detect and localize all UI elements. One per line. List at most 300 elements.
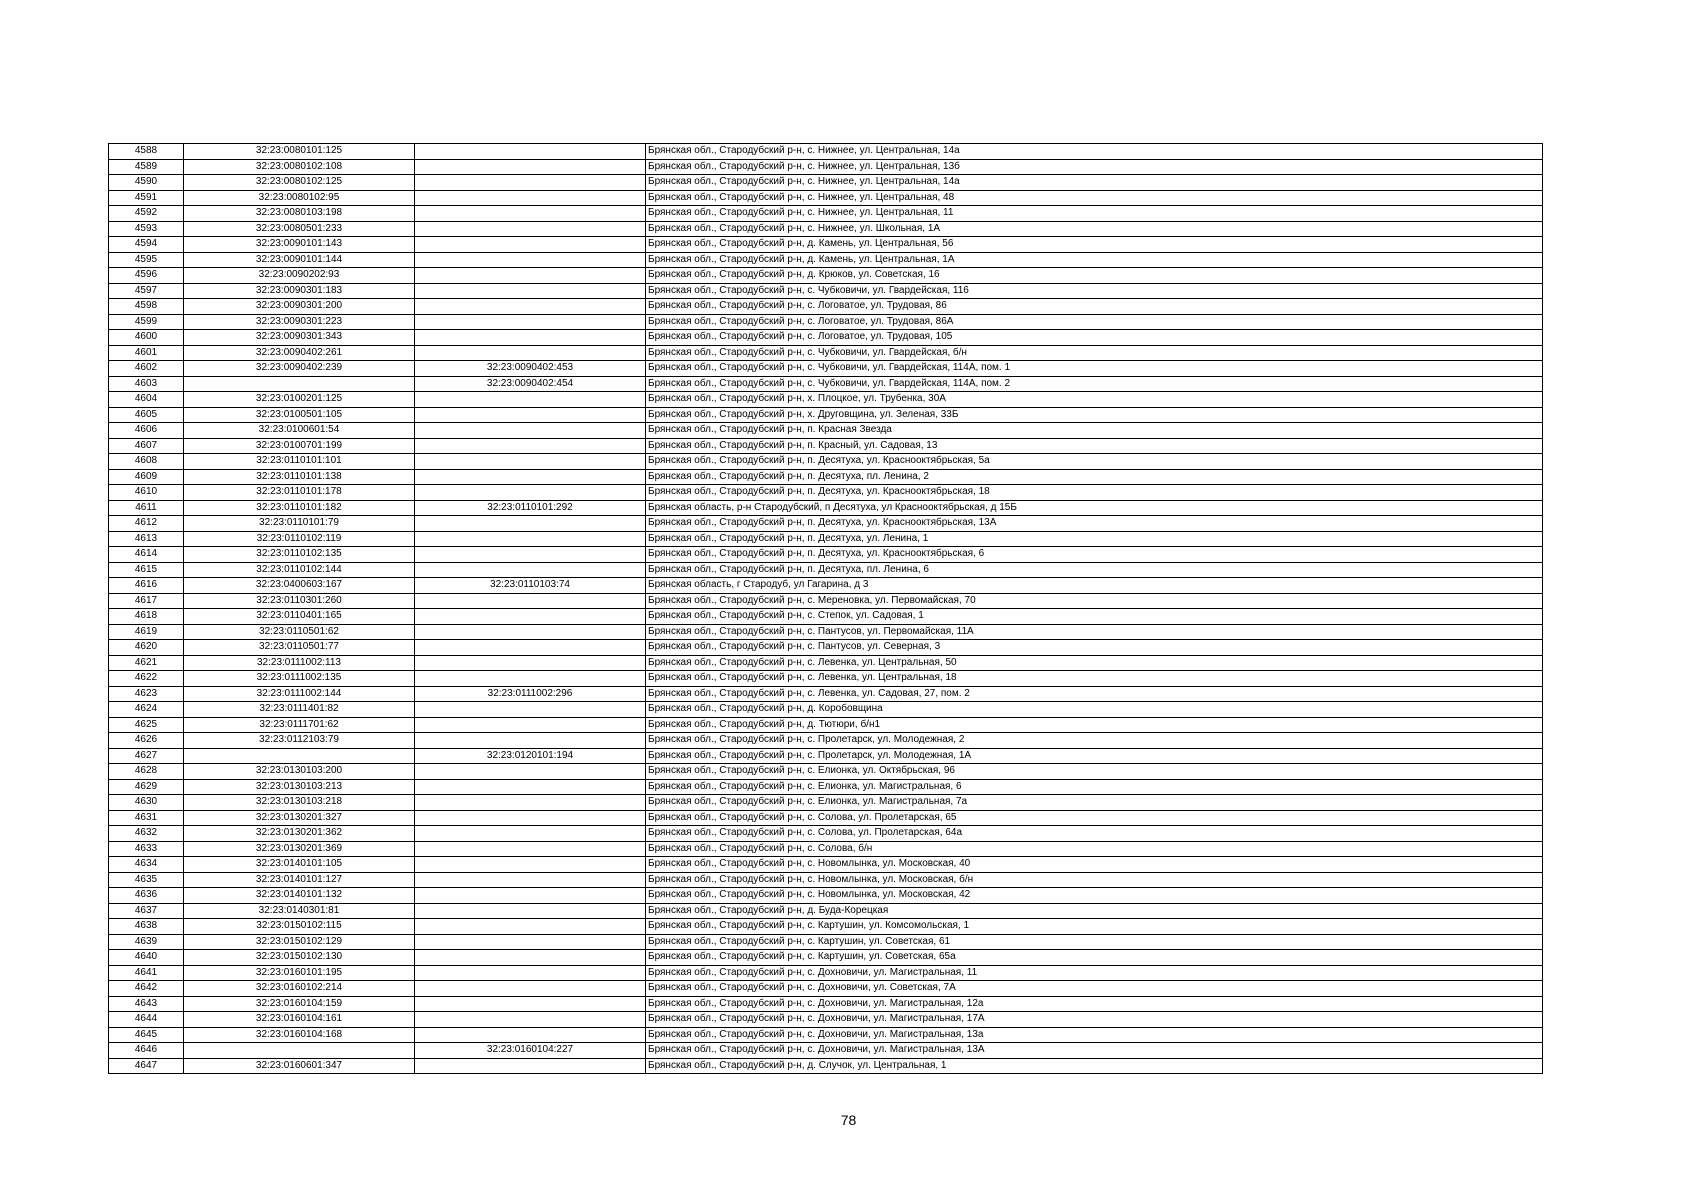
related-cadastral-number-cell	[415, 438, 646, 454]
cadastral-number-cell: 32:23:0110401:165	[184, 609, 415, 625]
table-row	[109, 175, 1543, 191]
cadastral-number-cell	[184, 376, 415, 392]
cadastral-number-cell	[184, 748, 415, 764]
cadastral-number-cell: 32:23:0140101:127	[184, 872, 415, 888]
address-cell: Брянская обл., Стародубский р-н, с. Солова, ул. Пролетарская, 65	[646, 810, 1543, 826]
row-number-cell: 4633	[109, 841, 184, 857]
row-number-cell: 4595	[109, 252, 184, 268]
table-row	[109, 686, 1543, 702]
address-cell: Брянская обл., Стародубский р-н, с. Степок, ул. Садовая, 1	[646, 609, 1543, 625]
related-cadastral-number-cell	[415, 299, 646, 315]
row-number-cell: 4601	[109, 345, 184, 361]
table-row	[109, 764, 1543, 780]
related-cadastral-number-cell	[415, 702, 646, 718]
related-cadastral-number-cell	[415, 252, 646, 268]
table-row	[109, 531, 1543, 547]
table-row	[109, 717, 1543, 733]
address-cell: Брянская обл., Стародубский р-н, с. Картушин, ул. Советская, 61	[646, 934, 1543, 950]
address-cell: Брянская обл., Стародубский р-н, с. Чубковичи, ул. Гвардейская, 114А, пом. 1	[646, 361, 1543, 377]
row-number-cell: 4603	[109, 376, 184, 392]
row-number-cell: 4647	[109, 1058, 184, 1074]
cadastral-number-cell: 32:23:0111701:62	[184, 717, 415, 733]
row-number-cell: 4614	[109, 547, 184, 563]
table-row	[109, 361, 1543, 377]
cadastral-number-cell: 32:23:0160104:161	[184, 1012, 415, 1028]
address-cell: Брянская обл., Стародубский р-н, с. Солова, ул. Пролетарская, 64а	[646, 826, 1543, 842]
address-cell: Брянская обл., Стародубский р-н, с. Дохновичи, ул. Магистральная, 13а	[646, 1027, 1543, 1043]
related-cadastral-number-cell	[415, 547, 646, 563]
related-cadastral-number-cell	[415, 407, 646, 423]
related-cadastral-number-cell	[415, 857, 646, 873]
table-row	[109, 1012, 1543, 1028]
table-row	[109, 981, 1543, 997]
address-cell: Брянская обл., Стародубский р-н, с. Картушин, ул. Комсомольская, 1	[646, 919, 1543, 935]
row-number-cell: 4596	[109, 268, 184, 284]
table-row	[109, 965, 1543, 981]
address-cell: Брянская обл., Стародубский р-н, с. Елионка, ул. Магистральная, 6	[646, 779, 1543, 795]
cadastral-number-cell: 32:23:0150102:130	[184, 950, 415, 966]
row-number-cell: 4602	[109, 361, 184, 377]
row-number-cell: 4591	[109, 190, 184, 206]
table-row	[109, 996, 1543, 1012]
related-cadastral-number-cell	[415, 283, 646, 299]
row-number-cell: 4644	[109, 1012, 184, 1028]
row-number-cell: 4637	[109, 903, 184, 919]
address-cell: Брянская обл., Стародубский р-н, с. Левенка, ул. Центральная, 50	[646, 655, 1543, 671]
related-cadastral-number-cell	[415, 981, 646, 997]
address-cell: Брянская обл., Стародубский р-н, с. Пролетарск, ул. Молодежная, 2	[646, 733, 1543, 749]
related-cadastral-number-cell: 32:23:0090402:453	[415, 361, 646, 377]
row-number-cell: 4611	[109, 500, 184, 516]
cadastral-number-cell: 32:23:0100201:125	[184, 392, 415, 408]
related-cadastral-number-cell	[415, 190, 646, 206]
row-number-cell: 4613	[109, 531, 184, 547]
address-cell: Брянская обл., Стародубский р-н, д. Камень, ул. Центральная, 56	[646, 237, 1543, 253]
address-cell: Брянская обл., Стародубский р-н, х. Плоцкое, ул. Трубенка, 30А	[646, 392, 1543, 408]
row-number-cell: 4620	[109, 640, 184, 656]
cadastral-number-cell: 32:23:0100701:199	[184, 438, 415, 454]
related-cadastral-number-cell	[415, 423, 646, 439]
related-cadastral-number-cell	[415, 1027, 646, 1043]
row-number-cell: 4606	[109, 423, 184, 439]
row-number-cell: 4619	[109, 624, 184, 640]
cadastral-number-cell: 32:23:0090101:144	[184, 252, 415, 268]
related-cadastral-number-cell	[415, 206, 646, 222]
row-number-cell: 4646	[109, 1043, 184, 1059]
related-cadastral-number-cell	[415, 1012, 646, 1028]
cadastral-number-cell: 32:23:0111002:144	[184, 686, 415, 702]
table-row	[109, 454, 1543, 470]
cadastral-number-cell	[184, 1043, 415, 1059]
table-row	[109, 640, 1543, 656]
address-cell: Брянская обл., Стародубский р-н, д. Случок, ул. Центральная, 1	[646, 1058, 1543, 1074]
row-number-cell: 4608	[109, 454, 184, 470]
address-cell: Брянская обл., Стародубский р-н, п. Десятуха, ул. Краснооктябрьская, 5а	[646, 454, 1543, 470]
related-cadastral-number-cell	[415, 903, 646, 919]
cadastral-number-cell: 32:23:0130103:200	[184, 764, 415, 780]
cadastral-number-cell: 32:23:0110501:77	[184, 640, 415, 656]
table-row	[109, 345, 1543, 361]
related-cadastral-number-cell	[415, 454, 646, 470]
table-row	[109, 733, 1543, 749]
related-cadastral-number-cell	[415, 888, 646, 904]
cadastral-number-cell: 32:23:0100501:105	[184, 407, 415, 423]
address-cell: Брянская обл., Стародубский р-н, с. Нижнее, ул. Центральная, 13б	[646, 159, 1543, 175]
table-row	[109, 950, 1543, 966]
table-row	[109, 547, 1543, 563]
row-number-cell: 4588	[109, 144, 184, 160]
table-row	[109, 810, 1543, 826]
related-cadastral-number-cell	[415, 965, 646, 981]
related-cadastral-number-cell	[415, 516, 646, 532]
address-cell: Брянская обл., Стародубский р-н, п. Красный, ул. Садовая, 13	[646, 438, 1543, 454]
row-number-cell: 4607	[109, 438, 184, 454]
related-cadastral-number-cell	[415, 175, 646, 191]
table-row	[109, 934, 1543, 950]
related-cadastral-number-cell: 32:23:0090402:454	[415, 376, 646, 392]
address-cell: Брянская обл., Стародубский р-н, п. Десятуха, ул. Краснооктябрьская, 13А	[646, 516, 1543, 532]
address-cell: Брянская обл., Стародубский р-н, х. Друговщина, ул. Зеленая, 33Б	[646, 407, 1543, 423]
row-number-cell: 4631	[109, 810, 184, 826]
table-row	[109, 888, 1543, 904]
cadastral-number-cell: 32:23:0090301:183	[184, 283, 415, 299]
cadastral-number-cell: 32:23:0130201:369	[184, 841, 415, 857]
property-registry-table	[108, 143, 1543, 1074]
row-number-cell: 4624	[109, 702, 184, 718]
related-cadastral-number-cell	[415, 810, 646, 826]
related-cadastral-number-cell	[415, 919, 646, 935]
row-number-cell: 4609	[109, 469, 184, 485]
address-cell: Брянская обл., Стародубский р-н, с. Нижнее, ул. Центральная, 48	[646, 190, 1543, 206]
table-row	[109, 330, 1543, 346]
table-row	[109, 919, 1543, 935]
table-row	[109, 500, 1543, 516]
related-cadastral-number-cell	[415, 593, 646, 609]
cadastral-number-cell: 32:23:0110101:79	[184, 516, 415, 532]
cadastral-number-cell: 32:23:0130103:218	[184, 795, 415, 811]
table-row	[109, 609, 1543, 625]
table-row	[109, 903, 1543, 919]
related-cadastral-number-cell	[415, 330, 646, 346]
row-number-cell: 4593	[109, 221, 184, 237]
table-row	[109, 392, 1543, 408]
address-cell: Брянская обл., Стародубский р-н, с. Нижнее, ул. Центральная, 11	[646, 206, 1543, 222]
related-cadastral-number-cell	[415, 733, 646, 749]
row-number-cell: 4621	[109, 655, 184, 671]
address-cell: Брянская обл., Стародубский р-н, с. Елионка, ул. Магистральная, 7а	[646, 795, 1543, 811]
row-number-cell: 4626	[109, 733, 184, 749]
table-row	[109, 299, 1543, 315]
related-cadastral-number-cell	[415, 485, 646, 501]
row-number-cell: 4605	[109, 407, 184, 423]
cadastral-number-cell: 32:23:0110501:62	[184, 624, 415, 640]
row-number-cell: 4634	[109, 857, 184, 873]
related-cadastral-number-cell	[415, 1058, 646, 1074]
address-cell: Брянская обл., Стародубский р-н, с. Чубковичи, ул. Гвардейская, 116	[646, 283, 1543, 299]
related-cadastral-number-cell	[415, 469, 646, 485]
table-row	[109, 283, 1543, 299]
cadastral-number-cell: 32:23:0130201:362	[184, 826, 415, 842]
table-row	[109, 748, 1543, 764]
cadastral-number-cell: 32:23:0110301:260	[184, 593, 415, 609]
row-number-cell: 4612	[109, 516, 184, 532]
cadastral-number-cell: 32:23:0160104:159	[184, 996, 415, 1012]
related-cadastral-number-cell	[415, 562, 646, 578]
related-cadastral-number-cell	[415, 392, 646, 408]
table-row	[109, 826, 1543, 842]
table-row	[109, 314, 1543, 330]
cadastral-number-cell: 32:23:0080102:95	[184, 190, 415, 206]
cadastral-number-cell: 32:23:0160102:214	[184, 981, 415, 997]
table-row	[109, 562, 1543, 578]
row-number-cell: 4635	[109, 872, 184, 888]
row-number-cell: 4623	[109, 686, 184, 702]
row-number-cell: 4630	[109, 795, 184, 811]
address-cell: Брянская обл., Стародубский р-н, с. Левенка, ул. Садовая, 27, пом. 2	[646, 686, 1543, 702]
cadastral-number-cell: 32:23:0080102:125	[184, 175, 415, 191]
address-cell: Брянская обл., Стародубский р-н, п. Десятуха, ул. Краснооктябрьская, 6	[646, 547, 1543, 563]
row-number-cell: 4640	[109, 950, 184, 966]
address-cell: Брянская обл., Стародубский р-н, с. Нижнее, ул. Школьная, 1А	[646, 221, 1543, 237]
related-cadastral-number-cell: 32:23:0111002:296	[415, 686, 646, 702]
cadastral-number-cell: 32:23:0090202:93	[184, 268, 415, 284]
address-cell: Брянская обл., Стародубский р-н, п. Десятуха, пл. Ленина, 2	[646, 469, 1543, 485]
related-cadastral-number-cell	[415, 609, 646, 625]
related-cadastral-number-cell: 32:23:0120101:194	[415, 748, 646, 764]
cadastral-number-cell: 32:23:0110102:119	[184, 531, 415, 547]
row-number-cell: 4632	[109, 826, 184, 842]
address-cell: Брянская обл., Стародубский р-н, с. Солова, б/н	[646, 841, 1543, 857]
cadastral-number-cell: 32:23:0150102:129	[184, 934, 415, 950]
row-number-cell: 4594	[109, 237, 184, 253]
related-cadastral-number-cell	[415, 950, 646, 966]
address-cell: Брянская обл., Стародубский р-н, с. Дохновичи, ул. Магистральная, 11	[646, 965, 1543, 981]
cadastral-number-cell: 32:23:0110101:182	[184, 500, 415, 516]
related-cadastral-number-cell	[415, 221, 646, 237]
table-row	[109, 268, 1543, 284]
row-number-cell: 4598	[109, 299, 184, 315]
row-number-cell: 4610	[109, 485, 184, 501]
row-number-cell: 4617	[109, 593, 184, 609]
table-row	[109, 872, 1543, 888]
related-cadastral-number-cell	[415, 795, 646, 811]
address-cell: Брянская обл., Стародубский р-н, с. Картушин, ул. Советская, 65а	[646, 950, 1543, 966]
related-cadastral-number-cell: 32:23:0160104:227	[415, 1043, 646, 1059]
address-cell: Брянская обл., Стародубский р-н, д. Камень, ул. Центральная, 1А	[646, 252, 1543, 268]
cadastral-number-cell: 32:23:0080103:198	[184, 206, 415, 222]
row-number-cell: 4597	[109, 283, 184, 299]
table-row	[109, 237, 1543, 253]
row-number-cell: 4625	[109, 717, 184, 733]
address-cell: Брянская обл., Стародубский р-н, с. Логоватое, ул. Трудовая, 86А	[646, 314, 1543, 330]
cadastral-number-cell: 32:23:0140301:81	[184, 903, 415, 919]
address-cell: Брянская обл., Стародубский р-н, с. Новомлынка, ул. Московская, 42	[646, 888, 1543, 904]
address-cell: Брянская обл., Стародубский р-н, с. Новомлынка, ул. Московская, б/н	[646, 872, 1543, 888]
table-row	[109, 624, 1543, 640]
cadastral-number-cell: 32:23:0090301:223	[184, 314, 415, 330]
related-cadastral-number-cell: 32:23:0110101:292	[415, 500, 646, 516]
table-row	[109, 159, 1543, 175]
related-cadastral-number-cell	[415, 655, 646, 671]
address-cell: Брянская обл., Стародубский р-н, с. Елионка, ул. Октябрьская, 96	[646, 764, 1543, 780]
row-number-cell: 4639	[109, 934, 184, 950]
cadastral-number-cell: 32:23:0160101:195	[184, 965, 415, 981]
cadastral-number-cell: 32:23:0110101:138	[184, 469, 415, 485]
related-cadastral-number-cell	[415, 314, 646, 330]
address-cell: Брянская обл., Стародубский р-н, с. Пролетарск, ул. Молодежная, 1А	[646, 748, 1543, 764]
registry-table-body	[109, 144, 1543, 1074]
related-cadastral-number-cell	[415, 764, 646, 780]
related-cadastral-number-cell	[415, 779, 646, 795]
table-row	[109, 702, 1543, 718]
row-number-cell: 4589	[109, 159, 184, 175]
related-cadastral-number-cell	[415, 624, 646, 640]
cadastral-number-cell: 32:23:0160601:347	[184, 1058, 415, 1074]
table-row	[109, 407, 1543, 423]
table-row	[109, 423, 1543, 439]
address-cell: Брянская обл., Стародубский р-н, с. Левенка, ул. Центральная, 18	[646, 671, 1543, 687]
row-number-cell: 4629	[109, 779, 184, 795]
cadastral-number-cell: 32:23:0090301:200	[184, 299, 415, 315]
related-cadastral-number-cell	[415, 345, 646, 361]
cadastral-number-cell: 32:23:0080101:125	[184, 144, 415, 160]
table-row	[109, 485, 1543, 501]
address-cell: Брянская обл., Стародубский р-н, д. Коробовщина	[646, 702, 1543, 718]
cadastral-number-cell: 32:23:0111401:82	[184, 702, 415, 718]
cadastral-number-cell: 32:23:0130103:213	[184, 779, 415, 795]
row-number-cell: 4636	[109, 888, 184, 904]
cadastral-number-cell: 32:23:0110101:101	[184, 454, 415, 470]
related-cadastral-number-cell: 32:23:0110103:74	[415, 578, 646, 594]
cadastral-number-cell: 32:23:0140101:132	[184, 888, 415, 904]
table-row	[109, 1058, 1543, 1074]
address-cell: Брянская обл., Стародубский р-н, с. Логоватое, ул. Трудовая, 86	[646, 299, 1543, 315]
table-row	[109, 1027, 1543, 1043]
table-row	[109, 206, 1543, 222]
row-number-cell: 4592	[109, 206, 184, 222]
table-row	[109, 376, 1543, 392]
address-cell: Брянская обл., Стародубский р-н, с. Нижнее, ул. Центральная, 14а	[646, 175, 1543, 191]
table-row	[109, 469, 1543, 485]
page-number: 78	[840, 1112, 857, 1128]
row-number-cell: 4616	[109, 578, 184, 594]
cadastral-number-cell: 32:23:0400603:167	[184, 578, 415, 594]
table-row	[109, 841, 1543, 857]
row-number-cell: 4599	[109, 314, 184, 330]
cadastral-number-cell: 32:23:0112103:79	[184, 733, 415, 749]
row-number-cell: 4643	[109, 996, 184, 1012]
address-cell: Брянская обл., Стародубский р-н, с. Чубковичи, ул. Гвардейская, 114А, пом. 2	[646, 376, 1543, 392]
address-cell: Брянская обл., Стародубский р-н, с. Пантусов, ул. Первомайская, 11А	[646, 624, 1543, 640]
cadastral-number-cell: 32:23:0110102:144	[184, 562, 415, 578]
address-cell: Брянская обл., Стародубский р-н, с. Дохновичи, ул. Магистральная, 17А	[646, 1012, 1543, 1028]
address-cell: Брянская обл., Стародубский р-н, д. Буда-Корецкая	[646, 903, 1543, 919]
row-number-cell: 4628	[109, 764, 184, 780]
related-cadastral-number-cell	[415, 159, 646, 175]
address-cell: Брянская обл., Стародубский р-н, с. Новомлынка, ул. Московская, 40	[646, 857, 1543, 873]
related-cadastral-number-cell	[415, 996, 646, 1012]
related-cadastral-number-cell	[415, 872, 646, 888]
row-number-cell: 4641	[109, 965, 184, 981]
address-cell: Брянская область, р-н Стародубский, п Десятуха, ул Краснооктябрьская, д 15Б	[646, 500, 1543, 516]
row-number-cell: 4627	[109, 748, 184, 764]
cadastral-number-cell: 32:23:0090402:239	[184, 361, 415, 377]
cadastral-number-cell: 32:23:0110102:135	[184, 547, 415, 563]
table-row	[109, 857, 1543, 873]
related-cadastral-number-cell	[415, 826, 646, 842]
address-cell: Брянская область, г Стародуб, ул Гагарина, д 3	[646, 578, 1543, 594]
address-cell: Брянская обл., Стародубский р-н, с. Дохновичи, ул. Магистральная, 13А	[646, 1043, 1543, 1059]
table-row	[109, 655, 1543, 671]
table-row	[109, 593, 1543, 609]
row-number-cell: 4622	[109, 671, 184, 687]
cadastral-number-cell: 32:23:0110101:178	[184, 485, 415, 501]
row-number-cell: 4604	[109, 392, 184, 408]
row-number-cell: 4615	[109, 562, 184, 578]
row-number-cell: 4600	[109, 330, 184, 346]
cadastral-number-cell: 32:23:0140101:105	[184, 857, 415, 873]
row-number-cell: 4638	[109, 919, 184, 935]
row-number-cell: 4618	[109, 609, 184, 625]
address-cell: Брянская обл., Стародубский р-н, п. Красная Звезда	[646, 423, 1543, 439]
cadastral-number-cell: 32:23:0111002:135	[184, 671, 415, 687]
address-cell: Брянская обл., Стародубский р-н, с. Пантусов, ул. Северная, 3	[646, 640, 1543, 656]
related-cadastral-number-cell	[415, 237, 646, 253]
cadastral-number-cell: 32:23:0090101:143	[184, 237, 415, 253]
related-cadastral-number-cell	[415, 531, 646, 547]
table-row	[109, 1043, 1543, 1059]
table-row	[109, 190, 1543, 206]
row-number-cell: 4642	[109, 981, 184, 997]
address-cell: Брянская обл., Стародубский р-н, с. Чубковичи, ул. Гвардейская, б/н	[646, 345, 1543, 361]
table-row	[109, 221, 1543, 237]
related-cadastral-number-cell	[415, 144, 646, 160]
address-cell: Брянская обл., Стародубский р-н, с. Мереновка, ул. Первомайская, 70	[646, 593, 1543, 609]
table-row	[109, 671, 1543, 687]
address-cell: Брянская обл., Стародубский р-н, д. Тютюри, б/н1	[646, 717, 1543, 733]
table-row	[109, 144, 1543, 160]
cadastral-number-cell: 32:23:0111002:113	[184, 655, 415, 671]
cadastral-number-cell: 32:23:0090402:261	[184, 345, 415, 361]
table-row	[109, 578, 1543, 594]
table-row	[109, 252, 1543, 268]
related-cadastral-number-cell	[415, 671, 646, 687]
related-cadastral-number-cell	[415, 640, 646, 656]
address-cell: Брянская обл., Стародубский р-н, с. Нижнее, ул. Центральная, 14а	[646, 144, 1543, 160]
address-cell: Брянская обл., Стародубский р-н, с. Дохновичи, ул. Магистральная, 12а	[646, 996, 1543, 1012]
related-cadastral-number-cell	[415, 268, 646, 284]
address-cell: Брянская обл., Стародубский р-н, п. Десятуха, пл. Ленина, 6	[646, 562, 1543, 578]
address-cell: Брянская обл., Стародубский р-н, п. Десятуха, ул. Ленина, 1	[646, 531, 1543, 547]
address-cell: Брянская обл., Стародубский р-н, с. Дохновичи, ул. Советская, 7А	[646, 981, 1543, 997]
table-row	[109, 438, 1543, 454]
related-cadastral-number-cell	[415, 841, 646, 857]
address-cell: Брянская обл., Стародубский р-н, с. Логоватое, ул. Трудовая, 105	[646, 330, 1543, 346]
row-number-cell: 4590	[109, 175, 184, 191]
cadastral-number-cell: 32:23:0100601:54	[184, 423, 415, 439]
table-row	[109, 779, 1543, 795]
cadastral-number-cell: 32:23:0080501:233	[184, 221, 415, 237]
cadastral-number-cell: 32:23:0080102:108	[184, 159, 415, 175]
address-cell: Брянская обл., Стародубский р-н, п. Десятуха, ул. Краснооктябрьская, 18	[646, 485, 1543, 501]
cadastral-number-cell: 32:23:0090301:343	[184, 330, 415, 346]
row-number-cell: 4645	[109, 1027, 184, 1043]
table-row	[109, 795, 1543, 811]
cadastral-number-cell: 32:23:0130201:327	[184, 810, 415, 826]
related-cadastral-number-cell	[415, 934, 646, 950]
address-cell: Брянская обл., Стародубский р-н, д. Крюков, ул. Советская, 16	[646, 268, 1543, 284]
related-cadastral-number-cell	[415, 717, 646, 733]
